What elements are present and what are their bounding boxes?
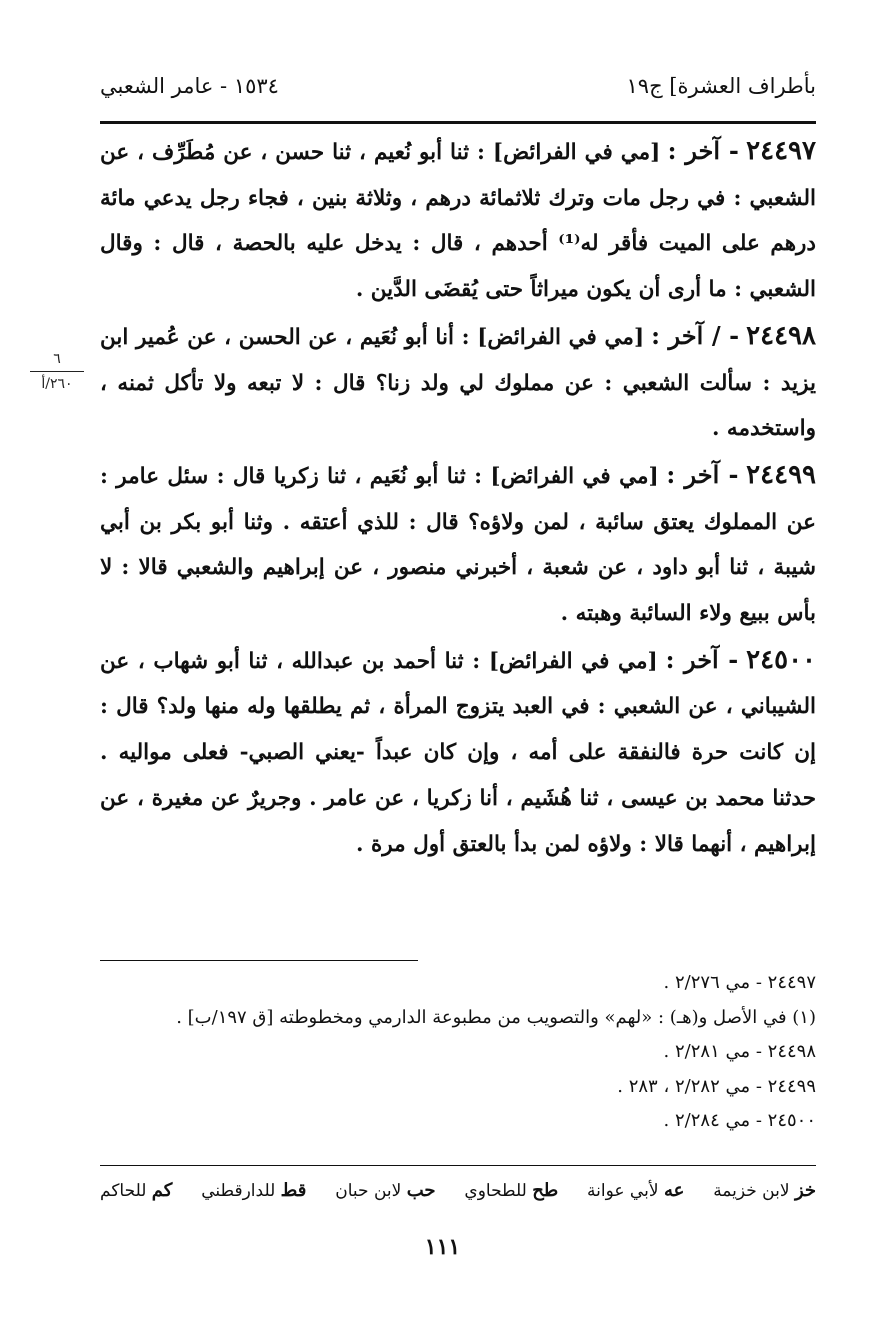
legend-item (335, 1180, 435, 1212)
legend-abbr: قط (280, 1180, 307, 1201)
abbreviation-legend (100, 1180, 816, 1212)
footnotes (100, 966, 816, 1139)
entry-number: ٢٤٥٠٠ (746, 644, 816, 675)
entry-heading: - آخر : (665, 644, 739, 674)
legend-label: للحاكم (100, 1181, 147, 1201)
entry-text: [مي في الفرائض] : ثنا أبو نُعَيم ، ثنا زكريا قال : سئل عامر : عن المملوك يعتق سائبة ، لمن ولاؤه؟ قال : للذي أعتقه . وثنا أبو بكر بن أبي شيبة ، ثنا أبو داود ، عن شعبة ، أخبرني منصور ، عن إبراهيم والشعبي قالا : لا بأس ببيع ولاء السائبة وهبته . (100, 463, 816, 627)
legend-label: للطحاوي (464, 1181, 527, 1201)
footnote-line: ٢٤٤٩٩ - مي ٢/٢٨٢ ، ٢٨٣ . (617, 1075, 816, 1097)
footnote-line: ٢٤٥٠٠ - مي ٢/٢٨٤ . (663, 1110, 816, 1131)
hadith-entry (100, 637, 816, 868)
footnote-line: ٢٤٤٩٨ - مي ٢/٢٨١ . (663, 1041, 816, 1062)
margin-note (30, 350, 84, 393)
legend-item (587, 1180, 684, 1212)
legend-abbr: طح (532, 1180, 559, 1201)
margin-note-top: ٦ (53, 351, 61, 367)
legend-divider (100, 1165, 816, 1166)
entry-heading: - آخر : (666, 459, 739, 489)
footnote-line: ٢٤٤٩٧ - مي ٢/٢٧٦ . (663, 972, 816, 993)
legend-label: لابن خزيمة (713, 1181, 790, 1201)
legend-abbr: حب (406, 1180, 436, 1201)
legend-item (713, 1180, 816, 1212)
hadith-entry (100, 452, 816, 637)
legend-item (464, 1180, 558, 1212)
header-section-title: ١٥٣٤ - عامر الشعبي (100, 74, 279, 98)
legend-abbr: عه (663, 1180, 685, 1201)
main-text (100, 128, 816, 867)
margin-note-rule (30, 371, 84, 372)
entry-number: ٢٤٤٩٨ (746, 320, 816, 351)
legend-abbr: كم (151, 1180, 173, 1201)
entry-text: [مي في الفرائض] : ثنا أبو نُعيم ، ثنا حسن ، عن مُطَرِّف ، عن الشعبي : في رجل مات وترك ثلاثمائة درهم ، وثلاثة بنين ، فجاء رجل يدعي مائة درهم على الميت فأقر له⁽¹⁾ أحدهم ، قال : يدخل عليه بالحصة ، قال : وقال الشعبي : ما أرى أن يكون ميراثاً حتى يُقضَى الدَّين . (100, 140, 817, 303)
entry-heading: - آخر : (667, 136, 739, 165)
entry-heading: - / آخر : (651, 320, 740, 350)
margin-note-bottom: ٢٦٠/أ (41, 376, 73, 392)
running-header (100, 70, 816, 110)
entry-text: [مي في الفرائض] : ثنا أحمد بن عبدالله ، ثنا أبو شهاب ، عن الشيباني ، عن الشعبي : في العبد يتزوج المرأة ، ثم يطلقها وله منها ولد؟ قال : إن كانت حرة فالنفقة على أمه ، وإن كان عبداً -يعني الصبي- فعلى مواليه . حدثنا محمد بن عيسى ، ثنا هُشَيم ، أنا زكريا ، عن عامر . وجريرٌ عن مغيرة ، عن إبراهيم ، أنهما قالا : ولاؤه لمن بدأ بالعتق أول مرة . (100, 648, 816, 857)
footnote-divider (100, 960, 418, 961)
hadith-entry (100, 128, 816, 313)
legend-item (201, 1180, 306, 1212)
legend-label: لابن حبان (335, 1181, 402, 1201)
legend-abbr: خز (794, 1180, 816, 1201)
entry-number: ٢٤٤٩٩ (746, 459, 816, 490)
legend-label: لأبي عوانة (587, 1181, 659, 1201)
header-book-title: بأطراف العشرة] ج١٩ (626, 74, 816, 98)
header-divider (100, 121, 816, 124)
footnote-line: (١) في الأصل و(هـ) : «لهم» والتصويب من مطبوعة الدارمي ومخطوطته [ق ١٩٧/ب] . (176, 1006, 816, 1028)
entry-text: [مي في الفرائض] : أنا أبو نُعَيم ، عن الحسن ، عن عُمير ابن يزيد : سألت الشعبي : عن مملوك لي ولد زنا؟ قال : لا تبعه ولا تأكل ثمنه ، واستخدمه . (100, 324, 816, 442)
legend-item (100, 1180, 172, 1212)
hadith-entry (100, 313, 816, 452)
legend-label: للدارقطني (201, 1181, 276, 1201)
page-number: ١١١ (424, 1234, 461, 1260)
entry-number: ٢٤٤٩٧ (746, 136, 816, 166)
